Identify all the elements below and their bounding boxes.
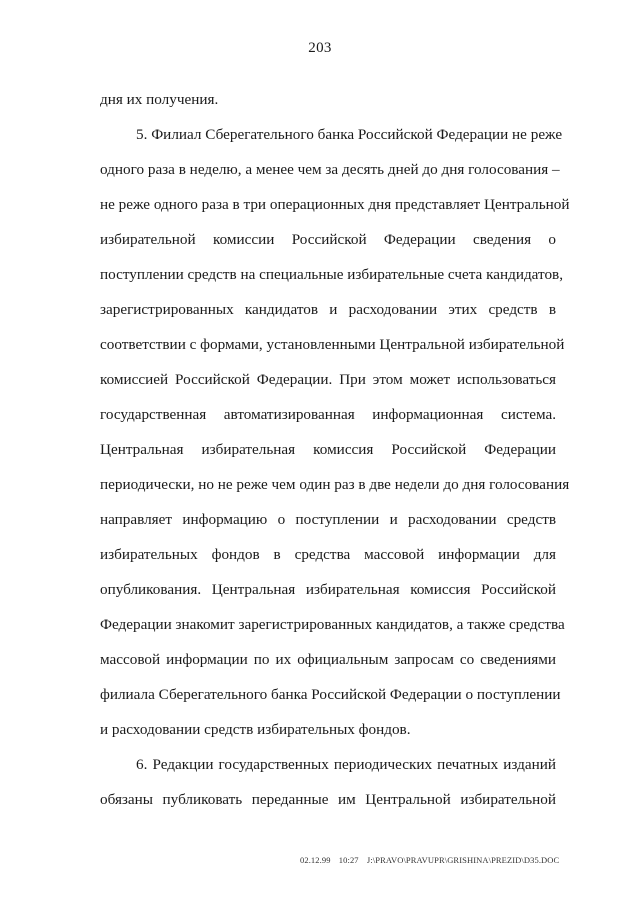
text-line: зарегистрированных кандидатов и расходовании этих средств в <box>100 301 556 318</box>
text-line: и расходовании средств избирательных фондов. <box>100 721 411 738</box>
footer-date: 02.12.99 <box>300 855 331 865</box>
footer-path: J:\PRAVO\PRAVUPR\GRISHINA\PREZID\D35.DOC <box>366 855 560 865</box>
text-line: избирательных фондов в средства массовой информации для <box>100 546 556 563</box>
paragraph-6-first-line: 6. Редакции государственных периодических печатных изданий <box>136 756 556 773</box>
text-line: обязаны публиковать переданные им Центральной избирательной <box>100 791 556 808</box>
text-line: соответствии с формами, установленными Центральной избирательной <box>100 336 565 353</box>
text-line: дня их получения. <box>100 91 219 108</box>
page-number: 203 <box>308 40 332 56</box>
text-line: Федерации знакомит зарегистрированных кандидатов, а также средства <box>100 616 565 633</box>
text-line: избирательной комиссии Российской Федерации сведения о <box>100 231 556 248</box>
text-line: одного раза в неделю, а менее чем за десять дней до дня голосования – <box>100 161 560 178</box>
text-line: периодически, но не реже чем один раз в две недели до дня голосования <box>100 476 570 493</box>
text-line: Центральная избирательная комиссия Российской Федерации <box>100 441 556 458</box>
footer-time: 10:27 <box>338 855 359 865</box>
footer-file-info <box>300 855 560 865</box>
text-line: массовой информации по их официальным запросам со сведениями <box>100 651 556 668</box>
text-line: опубликования. Центральная избирательная комиссия Российской <box>100 581 556 598</box>
text-line: направляет информацию о поступлении и расходовании средств <box>100 511 556 528</box>
text-line: филиала Сберегательного банка Российской Федерации о поступлении <box>100 686 561 703</box>
text-line: государственная автоматизированная информационная система. <box>100 406 556 423</box>
text-line: не реже одного раза в три операционных дня представляет Центральной <box>100 196 570 213</box>
text-line: поступлении средств на специальные избирательные счета кандидатов, <box>100 266 564 283</box>
text-line: комиссией Российской Федерации. При этом может использоваться <box>100 371 556 388</box>
paragraph-5-first-line: 5. Филиал Сберегательного банка Российской Федерации не реже <box>136 126 563 143</box>
